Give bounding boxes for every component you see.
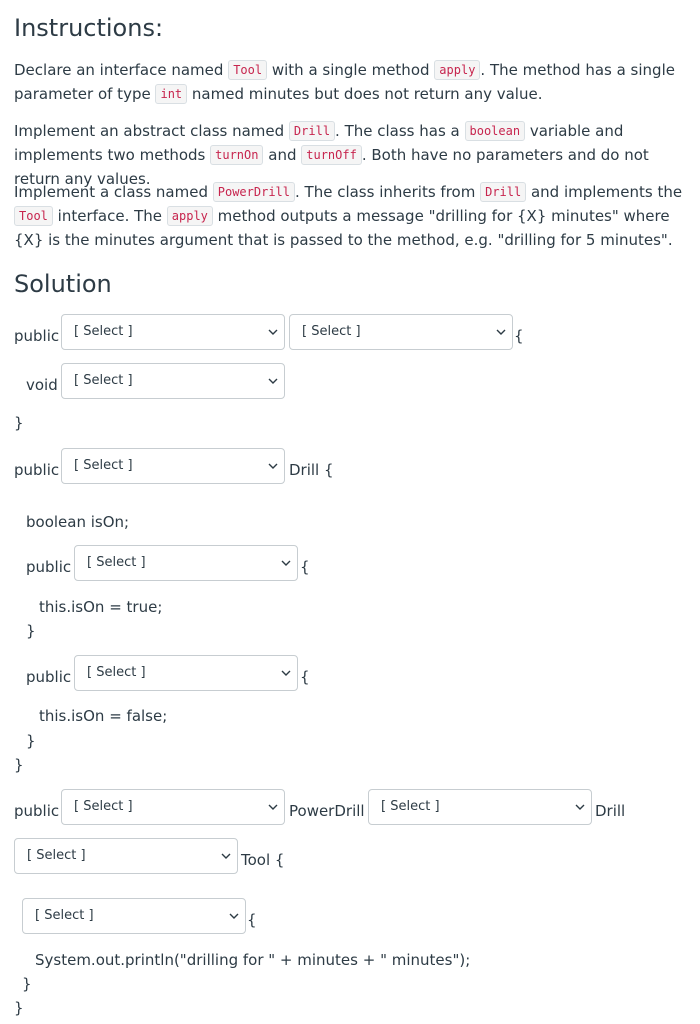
drill-superclass: Drill — [595, 802, 626, 820]
chevron-down-icon — [268, 803, 278, 811]
chevron-down-icon — [221, 852, 231, 860]
text: Implement a class named — [14, 183, 213, 201]
text: variable and implements two methods — [14, 122, 624, 164]
chevron-down-icon — [268, 328, 278, 336]
instruction-paragraph-1 — [14, 58, 690, 106]
select-turnoff-method[interactable] — [74, 655, 298, 691]
chevron-down-icon — [229, 912, 239, 920]
println-statement: System.out.println("drilling for " + minutes + " minutes"); — [35, 951, 471, 969]
keyword-public: public — [14, 327, 60, 345]
keyword-public: public — [14, 461, 60, 479]
brace-close: } — [26, 622, 36, 640]
text: and implements the — [526, 183, 683, 201]
boolean-field: boolean isOn; — [26, 513, 130, 531]
text: Implement an abstract class named — [14, 122, 289, 140]
select-apply-method[interactable] — [22, 898, 246, 934]
chevron-down-icon — [575, 803, 585, 811]
brace-close: } — [26, 732, 36, 750]
chevron-down-icon — [281, 669, 291, 677]
select-drill-class-modifier[interactable] — [61, 448, 285, 484]
code-drill: Drill — [480, 182, 526, 202]
select-value: [ Select ] — [27, 848, 86, 863]
ison-true-statement: this.isOn = true; — [39, 598, 163, 616]
keyword-public: public — [26, 668, 72, 686]
select-interface-name[interactable] — [289, 314, 513, 350]
select-value: [ Select ] — [35, 908, 94, 923]
chevron-down-icon — [268, 377, 278, 385]
brace-close: } — [14, 999, 24, 1017]
text: named minutes but does not return any value. — [187, 85, 543, 103]
select-value: [ Select ] — [74, 458, 133, 473]
chevron-down-icon — [281, 559, 291, 567]
brace-open: { — [300, 558, 310, 576]
drill-class-name: Drill { — [289, 461, 334, 479]
keyword-public: public — [14, 802, 60, 820]
text: . Both have no parameters and do not return any values. — [14, 146, 649, 188]
keyword-public: public — [26, 558, 72, 576]
code-turnoff: turnOff — [301, 145, 362, 165]
code-drill: Drill — [289, 121, 335, 141]
code-tool: Tool — [14, 206, 53, 226]
select-turnon-method[interactable] — [74, 545, 298, 581]
select-value: [ Select ] — [87, 665, 146, 680]
select-extends-keyword[interactable] — [368, 789, 592, 825]
select-value: [ Select ] — [74, 324, 133, 339]
select-apply-signature[interactable] — [61, 363, 285, 399]
chevron-down-icon — [268, 462, 278, 470]
chevron-down-icon — [496, 328, 506, 336]
select-interface-keyword[interactable] — [61, 314, 285, 350]
select-value: [ Select ] — [87, 555, 146, 570]
select-value: [ Select ] — [74, 373, 133, 388]
code-apply: apply — [434, 60, 480, 80]
text: . The class inherits from — [295, 183, 481, 201]
select-implements-keyword[interactable] — [14, 838, 238, 874]
text: Declare an interface named — [14, 61, 229, 79]
keyword-void: void — [26, 376, 58, 394]
instruction-paragraph-3 — [14, 180, 690, 252]
select-value: [ Select ] — [302, 324, 361, 339]
code-turnon: turnOn — [210, 145, 263, 165]
code-apply: apply — [167, 206, 213, 226]
text: and — [263, 146, 302, 164]
text: method outputs a message "drilling for {X} minutes" where {X} is the minutes argument that is passed to the method, e.g. "drilling for 5 minutes". — [14, 207, 673, 249]
text: . The class has a — [335, 122, 465, 140]
code-powerdrill: PowerDrill — [213, 182, 295, 202]
select-value: [ Select ] — [74, 799, 133, 814]
brace-close: } — [22, 975, 32, 993]
solution-heading: Solution — [14, 270, 112, 298]
select-value: [ Select ] — [381, 799, 440, 814]
code-tool: Tool — [228, 60, 267, 80]
tool-interface-name: Tool { — [241, 851, 285, 869]
powerdrill-class-name: PowerDrill — [289, 802, 365, 820]
text: interface. The — [52, 207, 167, 225]
text: with a single method — [267, 61, 435, 79]
ison-false-statement: this.isOn = false; — [39, 707, 168, 725]
brace-open: { — [514, 327, 524, 345]
code-int: int — [155, 84, 187, 104]
code-boolean: boolean — [465, 121, 526, 141]
brace-open: { — [247, 911, 257, 929]
text: . The method has a single parameter of type — [14, 61, 675, 103]
brace-open: { — [300, 668, 310, 686]
brace-close: } — [14, 414, 24, 432]
brace-close: } — [14, 756, 24, 774]
select-powerdrill-modifier[interactable] — [61, 789, 285, 825]
instructions-heading: Instructions: — [14, 14, 164, 42]
